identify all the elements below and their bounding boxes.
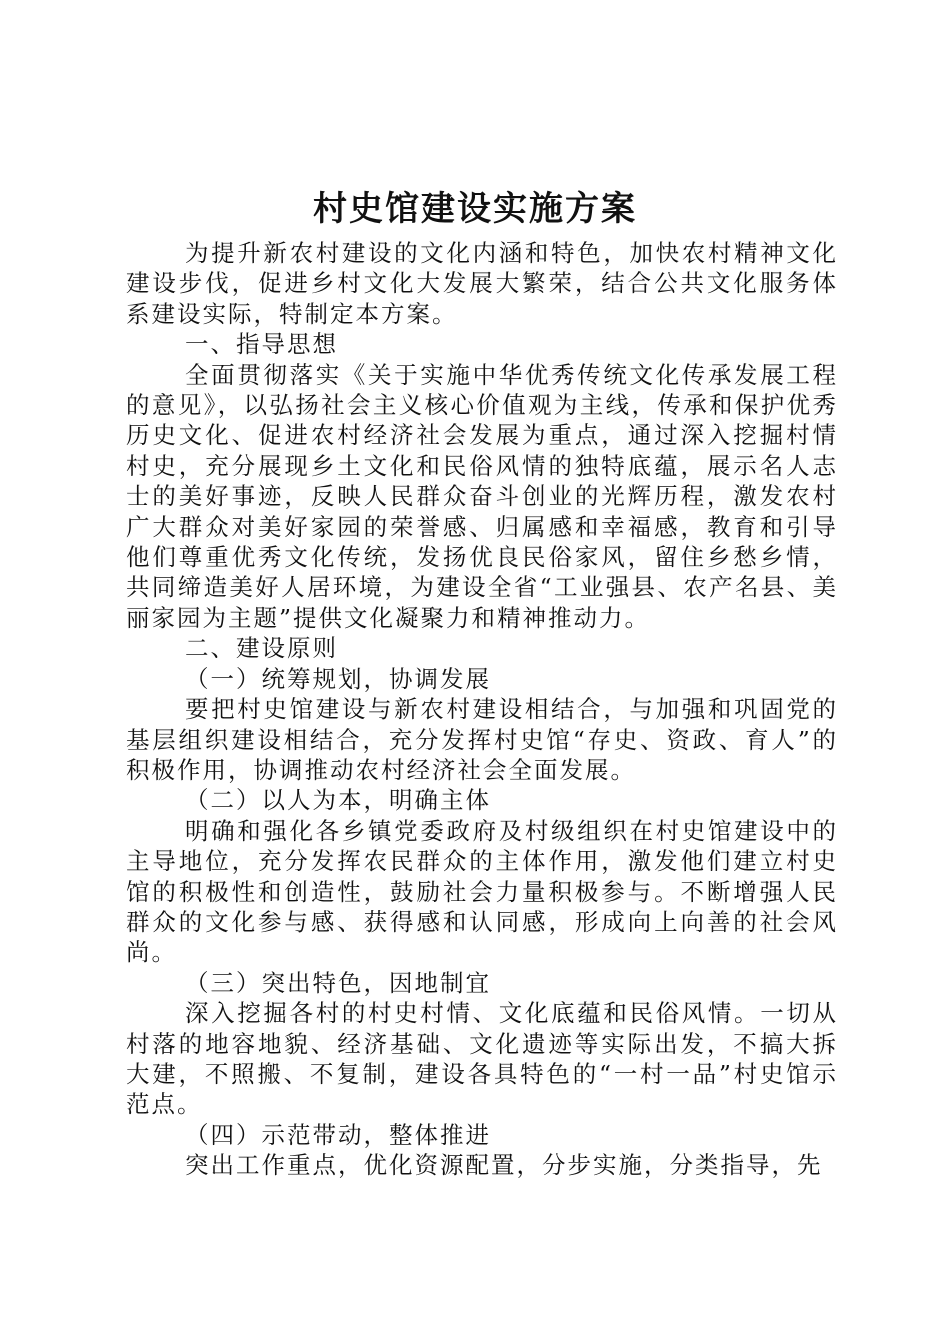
- principle-3-paragraph: 深入挖掘各村的村史村情、文化底蕴和民俗风情。一切从村落的地容地貌、经济基础、文化遗迹等实际出发，不搞大拆大建，不照搬、不复制，建设各具特色的“一村一品”村史馆示范点。: [126, 999, 838, 1119]
- document-body: [126, 238, 838, 1181]
- intro-paragraph: 为提升新农村建设的文化内涵和特色，加快农村精神文化建设步伐，促进乡村文化大发展大繁荣，结合公共文化服务体系建设实际，特制定本方案。: [126, 239, 838, 328]
- principle-1-paragraph: 要把村史馆建设与新农村建设相结合，与加强和巩固党的基层组织建设相结合，充分发挥村史馆“存史、资政、育人”的积极作用，协调推动农村经济社会全面发展。: [126, 695, 838, 784]
- subheading-principle-1: （一）统筹规划，协调发展: [185, 664, 491, 693]
- section-heading-principles: 二、建设原则: [185, 634, 338, 663]
- subheading-principle-4: （四）示范带动，整体推进: [185, 1120, 491, 1149]
- document-title: 村史馆建设实施方案: [313, 189, 637, 229]
- principle-4-paragraph: 突出工作重点，优化资源配置，分步实施，分类指导，先: [185, 1151, 823, 1180]
- guiding-ideology-paragraph: 全面贯彻落实《关于实施中华优秀传统文化传承发展工程的意见》，以弘扬社会主义核心价值观为主线，传承和保护优秀历史文化、促进农村经济社会发展为重点，通过深入挖掘村情村史，充分展现乡土文化和民俗风情的独特底蕴，展示名人志士的美好事迹，反映人民群众奋斗创业的光辉历程，激发农村广大群众对美好家园的荣誉感、归属感和幸福感，教育和引导他们尊重优秀文化传统，发扬优良民俗家风，留住乡愁乡情，共同缔造美好人居环境，为建设全省“工业强县、农产名县、美丽家园为主题”提供文化凝聚力和精神推动力。: [126, 360, 838, 632]
- principle-2-paragraph: 明确和强化各乡镇党委政府及村级组织在村史馆建设中的主导地位，充分发挥农民群众的主体作用，激发他们建立村史馆的积极性和创造性，鼓励社会力量积极参与。不断增强人民群众的文化参与感、获得感和认同感，形成向上向善的社会风尚。: [126, 816, 838, 967]
- section-heading-guiding-ideology: 一、指导思想: [185, 330, 338, 359]
- subheading-principle-3: （三）突出特色，因地制宜: [185, 968, 491, 997]
- subheading-principle-2: （二）以人为本，明确主体: [185, 786, 491, 815]
